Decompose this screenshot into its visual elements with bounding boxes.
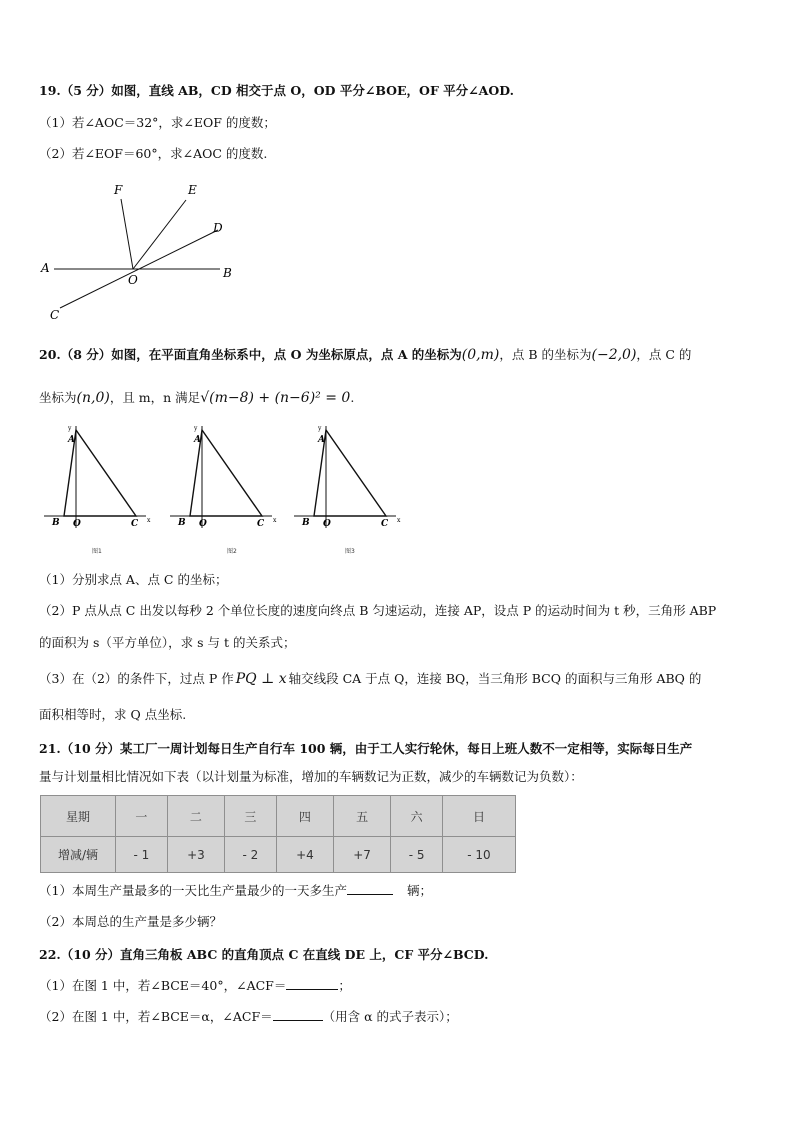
q20-part3-line2: 面积相等时，求 Q 点坐标. [39,707,187,722]
q19-angle-figure [30,178,260,328]
figure-3 [294,425,401,529]
label-E: E [188,183,197,197]
fig1-A: A [68,435,75,445]
fig1-C: C [131,519,139,529]
fig3-O: O [323,519,331,529]
table-cell: 四 [276,796,333,837]
q20-part3-a: （3）在（2）的条件下，过点 P 作 [39,671,234,686]
q20-part3-line1 [39,670,701,688]
q20-part3-b: 轴交线段 CA 于点 Q，连接 BQ，当三角形 BCQ 的面积与三角形 ABQ 的 [288,671,702,686]
fig2-x: x [273,517,277,524]
table-cell: - 10 [443,837,516,873]
figure-1 [44,425,151,529]
fig2-A: A [194,435,201,445]
q22-part2-a: （2）在图 1 中，若∠BCE＝α，∠ACF＝ [39,1009,273,1024]
q21-line2: 量与计划量相比情况如下表（以计划量为标准，增加的车辆数记为正数，减少的车辆数记为负数）： [39,769,583,784]
q20-line2-b: ，且 m，n 满足 [109,390,201,405]
q22-part2 [39,1008,458,1026]
fig3-x: x [397,517,401,524]
fig3-C: C [381,519,389,529]
q22-part1-a: （1）在图 1 中，若∠BCE＝40°，∠ACF＝ [39,978,287,993]
fig2-C: C [257,519,265,529]
q22-title: 22.（10 分）直角三角板 ABC 的直角顶点 C 在直线 DE 上，CF 平分∠BCD. [39,947,489,962]
equation: √(m−8) + (n−6)² = 0 [200,390,351,406]
answer-blank[interactable] [347,882,393,895]
q20-figures [38,420,418,540]
q20-line1-b: ，点 B 的坐标为 [499,347,592,362]
label-C: C [50,308,60,322]
label-D: D [213,221,223,235]
table-cell: +4 [276,837,333,873]
caption-fig2: 图2 [227,548,237,555]
q22-part2-b: （用含 α 的式子表示）； [322,1009,458,1024]
table-cell: 日 [443,796,516,837]
coord-c: (n,0) [76,390,110,406]
figure-2 [170,425,277,529]
q20-part2-line2: 的面积为 s（平方单位），求 s 与 t 的关系式； [39,635,296,650]
caption-fig1: 图1 [92,548,102,555]
label-A: A [41,261,50,275]
q20-line1-a: 20.（8 分）如图，在平面直角坐标系中，点 O 为坐标原点，点 A 的坐标为 [39,347,462,362]
q21-part1-a: （1）本周生产量最多的一天比生产量最少的一天多生产 [39,883,347,898]
fig3-y: y [318,425,322,432]
label-O: O [128,273,138,287]
caption-fig3: 图3 [345,548,355,555]
q19-part2: （2）若∠EOF＝60°，求∠AOC 的度数. [39,146,268,161]
q22-part1-b: ； [338,978,351,993]
pq-perp-x: PQ ⊥ x [235,671,287,687]
fig2-O: O [199,519,207,529]
table-header-row [41,796,516,837]
coord-a: (0,m) [461,347,500,363]
q21-line1 [39,740,692,758]
q19-part1: （1）若∠AOC＝32°，求∠EOF 的度数； [39,115,276,130]
coord-b: (−2,0) [591,347,637,363]
table-cell: - 1 [116,837,168,873]
q20-part2-line1: （2）P 点从点 C 出发以每秒 2 个单位长度的速度向终点 B 匀速运动，连接 AP，设点 P 的运动时间为 t 秒，三角形 ABP [39,603,717,618]
q20-line2-c: . [350,390,355,405]
label-B: B [223,266,232,280]
q20-part1: （1）分别求点 A、点 C 的坐标； [39,572,228,587]
table-cell: +3 [167,837,224,873]
table-cell: +7 [334,837,391,873]
q21-title: 21.（10 分）某工厂一周计划每日生产自行车 100 辆，由于工人实行轮休，每日上班人数不一定相等，实际每日生产 [39,741,693,756]
table-cell: 六 [391,796,443,837]
q20-line2-a: 坐标为 [39,390,77,405]
answer-blank[interactable] [273,1008,323,1021]
table-cell: - 5 [391,837,443,873]
fig1-O: O [73,519,81,529]
answer-blank[interactable] [286,977,338,990]
table-cell: 星期 [41,796,116,837]
table-cell: 五 [334,796,391,837]
table-cell: 三 [225,796,277,837]
production-table [40,795,516,873]
table-cell: - 2 [225,837,277,873]
label-F: F [114,183,123,197]
fig1-y: y [68,425,72,432]
fig1-x: x [147,517,151,524]
fig2-y: y [194,425,198,432]
fig3-B: B [302,518,310,528]
q19-title: 19.（5 分）如图，直线 AB，CD 相交于点 O，OD 平分∠BOE，OF 平分∠AOD. [39,83,514,98]
table-row [41,837,516,873]
table-cell: 一 [116,796,168,837]
table-cell: 增减/辆 [41,837,116,873]
table-cell: 二 [167,796,224,837]
q21-part1-b: 辆； [406,883,432,898]
fig2-B: B [178,518,186,528]
q22-part1 [39,977,351,995]
q21-part1 [39,882,432,900]
q20-line2 [39,389,354,407]
q20-line1 [39,346,691,364]
fig1-B: B [52,518,60,528]
q20-line1-c: ，点 C 的 [636,347,692,362]
q21-part2: （2）本周总的生产量是多少辆？ [39,914,222,929]
fig3-A: A [318,435,325,445]
